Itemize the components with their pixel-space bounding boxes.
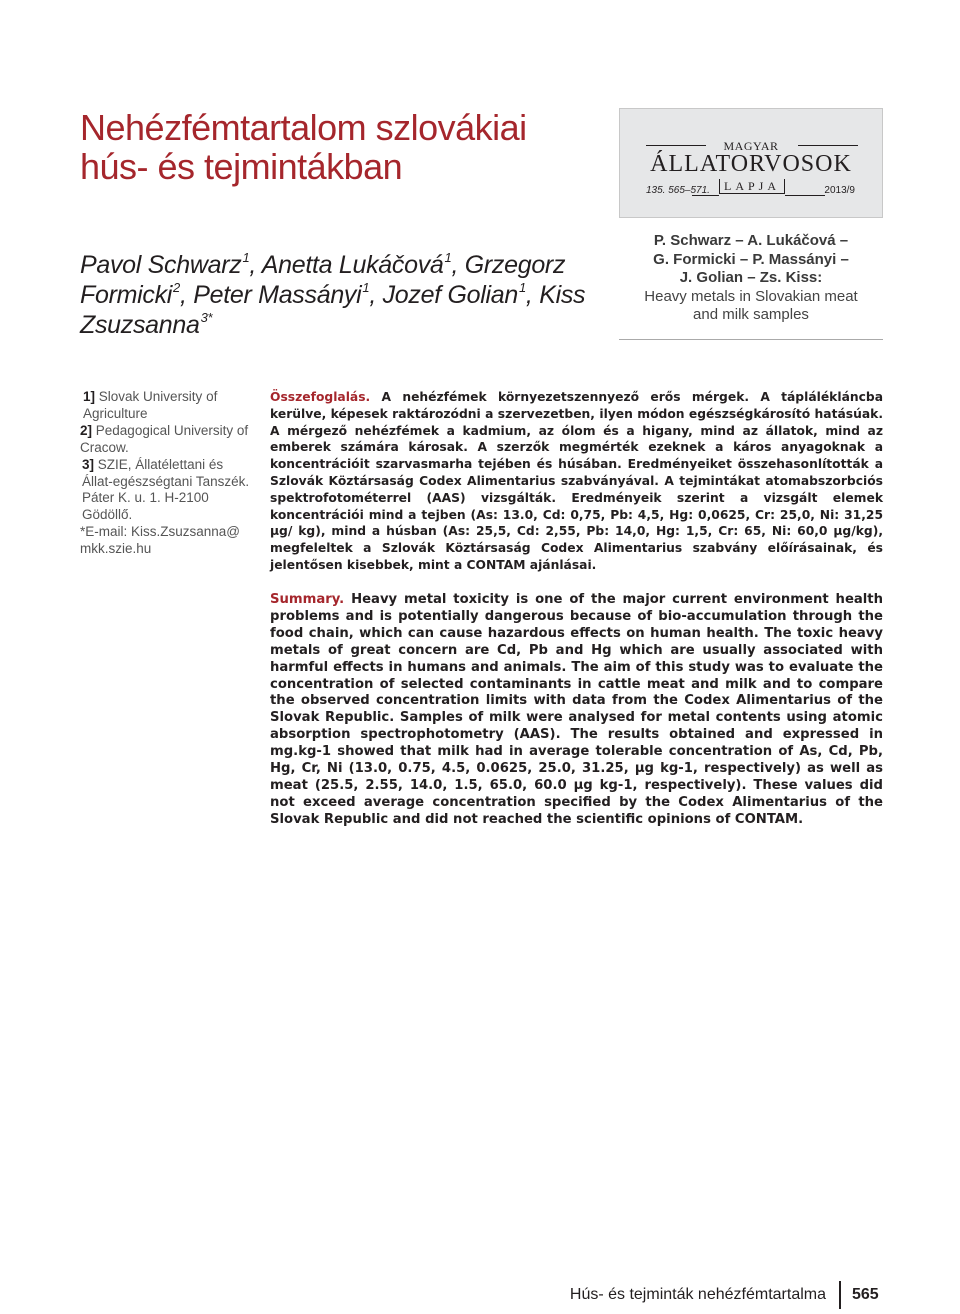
affiliation-item: 2] Pedagogical University of Cracow.	[80, 422, 249, 455]
author: Anetta Lukáčová$^1$,	[261, 250, 465, 279]
summary-text: Heavy metal toxicity is one of the major current environment health problems and is potentially dangerous because of bio-accumulation through the food chain, which can cause hazardous effects on human health. The toxic heavy metals of great concern are Cd, Pb and Hg which are usually associated with harmful effects in humans and animals. The aim of this study was to evaluate the concentration of selected contaminants in cattle meat and milk and to compare the observed concentration limits with data from the Codex Alimentarius of the Slovak Republic. Samples of milk were analysed for metal contents using atomic absorption spectrophotometry (AAS). The results obtained and expressed in mg.kg-1 showed that milk had in average tolerable concentration of As, Cd, Pb, Hg, Cr, Ni (13.0, 0.75, 4.5, 0.0625, 25.0, 31.25, µg kg-1, respectively) as well as meat (25.5, 2.55, 14.0, 1.5, 65.0, 60.0 µg kg-1, respectively). These values did not exceed average concentration specified by the Codex Alimentarius of the Slovak Republic and did not reached the scientific opinions of CONTAM.	[270, 592, 884, 827]
masthead-journal-name: ÁLLATORVOSOK	[650, 151, 852, 177]
summary-lead: Summary.	[270, 592, 345, 607]
citation-block	[619, 232, 883, 325]
divider	[619, 339, 883, 340]
masthead-magyar: MAGYAR	[723, 139, 779, 153]
affiliation-item: 3] SZIE, Állatélettani és Állat-egészségtani Tanszék. Páter K. u. 1. H-2100 Gödöllő.	[82, 456, 250, 523]
citation-title: and milk samples	[693, 306, 809, 323]
citation-authors: P. Schwarz – A. Lukáčová –	[653, 232, 849, 249]
running-title: Hús- és tejminták nehézfémtartalma	[569, 1286, 826, 1303]
abstract-text: A nehézfémek környezetszennyező erős mérgek. A táplálékláncba kerülve, képesek raktározódni a szervezetben, ilyen módon egészségkárosító hatásúak. A mérgező nehézfémek a kadmium, az ólom és a higany, mind az állatok, mind az emberek számára károsak. A szerzők megmérték ezeknek a káros anyagoknak a koncentrációit szarvasmarha tejében és húsában. Eredményeiket összehasonlították a Szlovák Köztársaság Codex Alimentarius szabványával. A tejmintákat atomabszorbciós spektrofotométerrel (AAS) vizsgálták. Eredményeik szerint a vizsgált elemek koncentrációi mind a tejben (As: 13.0, Cd: 0,75, Pb: 4,5, Hg: 0,0625, Cr: 25,0, Ni: 31,25 μg/ kg), mind a húsban (As: 25,5, Cd: 2,55, Pb: 14,0, Hg: 1,5, Cr: 65, Ni: 60,0 μg/kg), megfeleltek a Szlovák Köztársaság Codex Alimentarius szabvány előírásainak, és jelentősen kisebbek, mint a CONTAM ajánlásai.	[270, 390, 884, 572]
citation-authors: G. Formicki – P. Massányi –	[653, 250, 849, 268]
masthead-lapja: LAPJA	[719, 179, 785, 194]
masthead-issue: 135. 565–571.	[646, 185, 710, 196]
footer-divider	[839, 1281, 841, 1309]
masthead-rule	[785, 195, 825, 196]
affiliation-item: 1] Slovak University of Agriculture	[83, 389, 218, 421]
author: Jozef Golian$^1$,	[382, 280, 540, 309]
affiliations	[80, 389, 250, 558]
masthead-year: 2013/9	[824, 185, 855, 196]
abstract-lead: Összefoglalás.	[270, 390, 371, 404]
author-list	[80, 250, 610, 340]
citation-authors: J. Golian – Zs. Kiss:	[679, 269, 823, 286]
article-title: Nehézfémtartalom szlovákiai hús- és tejmintákban	[80, 107, 527, 187]
affiliation-email: *E-mail: Kiss.Zsuzsanna@ mkk.szie.hu	[80, 524, 241, 557]
author: Pavol Schwarz$^1$,	[80, 250, 262, 279]
abstract-hu	[270, 389, 883, 574]
citation-title: Heavy metals in Slovakian meat	[644, 287, 858, 305]
author: Kiss Zsuzsanna$^{3*}$	[80, 281, 586, 339]
journal-masthead	[619, 108, 883, 218]
author: Peter Massányi$^1$,	[193, 280, 383, 309]
page-number: 565	[852, 1286, 879, 1303]
author: Grzegorz Formicki$^2$,	[80, 251, 566, 309]
summary-en	[270, 592, 883, 829]
